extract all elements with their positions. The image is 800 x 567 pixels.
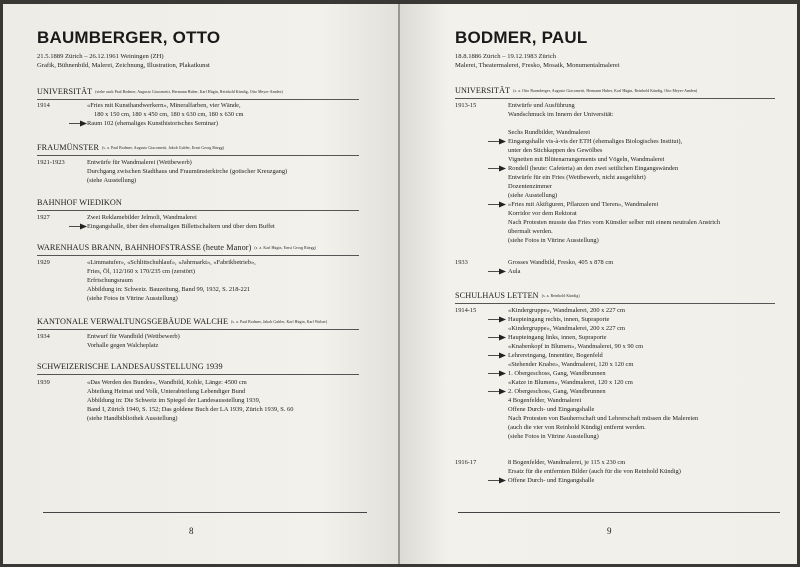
year-label: 1934 [37, 333, 50, 340]
entry-line: 8 Bogenfelder, Wandmalerei, je 115 x 230 cm [508, 459, 626, 466]
section-rule [37, 210, 359, 211]
entry-line: Entwurf für Wandbild (Wettbewerb) [87, 333, 180, 340]
artist-life-dates: 18.8.1886 Zürich – 19.12.1983 Zürich [455, 53, 557, 60]
entry-line: (siehe Fotos in Vitrine Ausstellung) [508, 433, 599, 440]
section-credit: (s. a. Paul Bodmer, Augusto Giacometti, Jakob Gubler, Ernst Georg Rüegg) [102, 146, 225, 150]
right-page [400, 4, 797, 564]
year-label: 1933 [455, 259, 468, 266]
year-label: 1929 [37, 259, 50, 266]
left-page [3, 4, 400, 564]
artist-heading: BAUMBERGER, OTTO [37, 28, 221, 47]
entry-line: «Katze in Blumen», Wandmalerei, 120 x 120 cm [508, 379, 633, 386]
entry-line: Abbildung in: Schweiz. Bauzeitung, Band 99, 1932, S. 218-221 [87, 286, 251, 293]
entry-line: «Kindergruppe», Wandmalerei, 200 x 227 cm [508, 307, 625, 314]
section-credit: (s. a. Reinhold Kündig) [541, 294, 580, 298]
entry-line: Dozentenzimmer [508, 183, 553, 190]
section-name: SCHWEIZERISCHE LANDESAUSSTELLUNG 1939 [37, 362, 223, 371]
entry-line: Entwürfe für ein Fries (Wettbewerb, nicht ausgeführt) [508, 174, 646, 181]
year-label: 1921-1923 [37, 159, 65, 166]
entry-line: Entwürfe für Wandmalerei (Wettbewerb) [87, 159, 192, 166]
section-title [37, 243, 316, 252]
section-rule [37, 255, 359, 256]
entry-line: Durchgang zwischen Stadthaus und Fraumünsterkirche (gotischer Kreuzgang) [87, 168, 288, 175]
arrow-icon [488, 370, 506, 377]
section-name: FRAUMÜNSTER [37, 143, 100, 152]
entry-line: Haupteingang links, innen, Supraporte [508, 334, 607, 341]
entry-line: «Das Werden des Bundes», Wandbild, Kohle, Länge: 4500 cm [87, 379, 247, 386]
section-title [455, 291, 580, 300]
entry-line: (siehe Ausstellung) [508, 192, 558, 199]
entry-line: (siehe Handbibliothek Ausstellung) [87, 415, 178, 422]
arrow-icon [488, 138, 506, 145]
entry-line: Ersatz für die entfernten Bilder (auch für die von Reinhold Kündig) [508, 468, 681, 475]
arrow-icon [488, 268, 506, 275]
year-label: 1916-17 [455, 459, 477, 466]
arrow-icon [488, 477, 506, 484]
entry-line: Entwürfe und Ausführung [508, 102, 575, 109]
entry-line: Rondell (heute: Cafeteria) an den zwei seitlichen Eingangswänden [508, 165, 679, 172]
artist-fields: Malerei, Theatermalerei, Fresko, Mosaik, Monumentalmalerei [455, 62, 620, 69]
artist-life-dates: 21.5.1889 Zürich – 26.12.1961 Weiningen (ZH) [37, 53, 164, 60]
entry-line: Erfrischungsraum [87, 277, 133, 284]
entry-line: Sechs Rundbilder, Wandmalerei [508, 129, 590, 136]
entry-line: Band I, Zürich 1940, S. 152; Das goldene Buch der LA 1939, Zürich 1939, S. 60 [87, 406, 294, 413]
section-name: SCHULHAUS LETTEN [455, 291, 539, 300]
section-rule [37, 329, 359, 330]
section-name: WARENHAUS BRANN, BAHNHOFSTRASSE (heute Manor) [37, 243, 252, 252]
section-rule [455, 98, 775, 99]
entry-line: (siehe Fotos in Vitrine Ausstellung) [508, 237, 599, 244]
section-credit: (s. a. Otto Baumberger, Augusto Giacometti, Hermann Huber, Karl Hügin, Reinhold Kündig, Otto Meyer-Amden) [513, 89, 698, 93]
entry-line: Wandschmuck im Innern der Universität: [508, 111, 614, 118]
footer-rule [458, 512, 780, 513]
section-title [37, 317, 327, 326]
footer-rule [43, 512, 367, 513]
section-rule [455, 303, 775, 304]
entry-line: Vorhalle gegen Walcheplatz [87, 342, 159, 349]
entry-line: Aula [508, 268, 521, 275]
entry-line: «Stehender Knabe», Wandmalerei, 120 x 120 cm [508, 361, 634, 368]
arrow-icon [69, 120, 87, 127]
year-label: 1914-15 [455, 307, 477, 314]
entry-line: Raum 102 (ehemaliges Kunsthistorisches Seminar) [87, 120, 218, 127]
entry-line: Nach Protesten von Bauherrschaft und Lehrerschaft müssen die Malereien [508, 415, 699, 422]
entry-line: Abteilung Heimat und Volk, Unterabteilung Lebendiger Bund [87, 388, 246, 395]
section-rule [37, 155, 359, 156]
entry-line: Lehrereingang, Innentüre, Bogenfeld [508, 352, 603, 359]
arrow-icon [69, 223, 87, 230]
section-title [37, 198, 122, 207]
entry-line: Nach Protesten musste das Fries vom Künstler selber mit einem neutralen Anstrich [508, 219, 721, 226]
section-title [455, 86, 697, 95]
entry-line: «Kindergruppe», Wandmalerei, 200 x 227 cm [508, 325, 625, 332]
artist-heading: BODMER, PAUL [455, 28, 588, 47]
entry-line: «Limmatufer», «Schlittschuhlauf», «Jahrmarkt», «Fabrikbetrieb», [87, 259, 256, 266]
section-title [37, 87, 283, 96]
arrow-icon [488, 165, 506, 172]
entry-line: Korridor vor dem Rektorat [508, 210, 577, 217]
entry-line: (siehe Fotos in Vitrine Ausstellung) [87, 295, 178, 302]
page-number: 9 [607, 526, 612, 536]
book-spread [3, 4, 797, 564]
entry-line: Offene Durch- und Eingangshalle [508, 406, 595, 413]
entry-line: unter den Stichkappen des Gewölbes [508, 147, 603, 154]
section-name: BAHNHOF WIEDIKON [37, 198, 122, 207]
entry-line: (siehe Ausstellung) [87, 177, 137, 184]
arrow-icon [488, 334, 506, 341]
arrow-icon [488, 316, 506, 323]
section-rule [37, 99, 359, 100]
arrow-icon [488, 352, 506, 359]
entry-line: (auch die vier von Reinhold Kündig) entfernt werden. [508, 424, 646, 431]
section-credit: (s. a. Paul Bodmer, Jakob Gubler, Karl Hügin, Karl Walser) [231, 320, 328, 324]
section-name: UNIVERSITÄT [455, 86, 511, 95]
year-label: 1927 [37, 214, 50, 221]
entry-line: Eingangshalle vis-à-vis der ETH (ehemaliges Biologisches Institut), [508, 138, 683, 145]
section-title [37, 362, 223, 371]
entry-line: Vignetten mit Blütenarrangements und Vögeln, Wandmalerei [508, 156, 665, 163]
year-label: 1939 [37, 379, 50, 386]
entry-line: 1. Obergeschoss, Gang, Wandbrunnen [508, 370, 606, 377]
entry-line: Offene Durch- und Eingangshalle [508, 477, 595, 484]
section-rule [37, 374, 359, 375]
entry-line: Abbildung in: Die Schweiz im Spiegel der Landesausstellung 1939, [87, 397, 261, 404]
section-credit: (s. a. Karl Hügin, Ernst Georg Rüegg) [254, 246, 316, 250]
entry-line: 180 x 150 cm, 180 x 450 cm, 180 x 630 cm, 180 x 630 cm [94, 111, 244, 118]
entry-line: Haupteingang rechts, innen, Supraporte [508, 316, 610, 323]
year-label: 1914 [37, 102, 50, 109]
page-number: 8 [189, 526, 194, 536]
section-name: UNIVERSITÄT [37, 87, 93, 96]
entry-line: Zwei Reklamebilder Jelmoli, Wandmalerei [87, 214, 197, 221]
entry-line: Grosses Wandbild, Fresko, 405 x 878 cm [508, 259, 614, 266]
arrow-icon [488, 201, 506, 208]
entry-line: 2. Obergeschoss, Gang, Wandbrunnen [508, 388, 606, 395]
arrow-icon [488, 388, 506, 395]
section-title [37, 143, 224, 152]
year-label: 1913-15 [455, 102, 477, 109]
entry-line: »Fries mit Aktfiguren, Pflanzen und Tieren», Wandmalerei [508, 201, 659, 208]
entry-line: 4 Bogenfelder, Wandmalerei [508, 397, 582, 404]
entry-line: Eingangshalle, über den ehemaligen Billettschaltern und über dem Buffet [87, 223, 275, 230]
section-name: KANTONALE VERWALTUNGSGEBÄUDE WALCHE [37, 317, 229, 326]
entry-line: übermalt werden. [508, 228, 553, 235]
entry-line: «Fries mit Kunsthandwerkern», Mineralfarben, vier Wände, [87, 102, 241, 109]
artist-fields: Grafik, Bühnenbild, Malerei, Zeichnung, Illustration, Plakatkunst [37, 62, 210, 69]
entry-line: «Knabenkopf in Blumen», Wandmalerei, 90 x 90 cm [508, 343, 644, 350]
section-credit: (siehe auch Paul Bodmer, Augusto Giacometti, Hermann Huber, Karl Hügin, Reinhold Kündig, Otto Meyer-Amden) [95, 90, 283, 94]
entry-line: Fries, Öl, 112/160 x 170/235 cm (zerstört) [87, 268, 196, 275]
